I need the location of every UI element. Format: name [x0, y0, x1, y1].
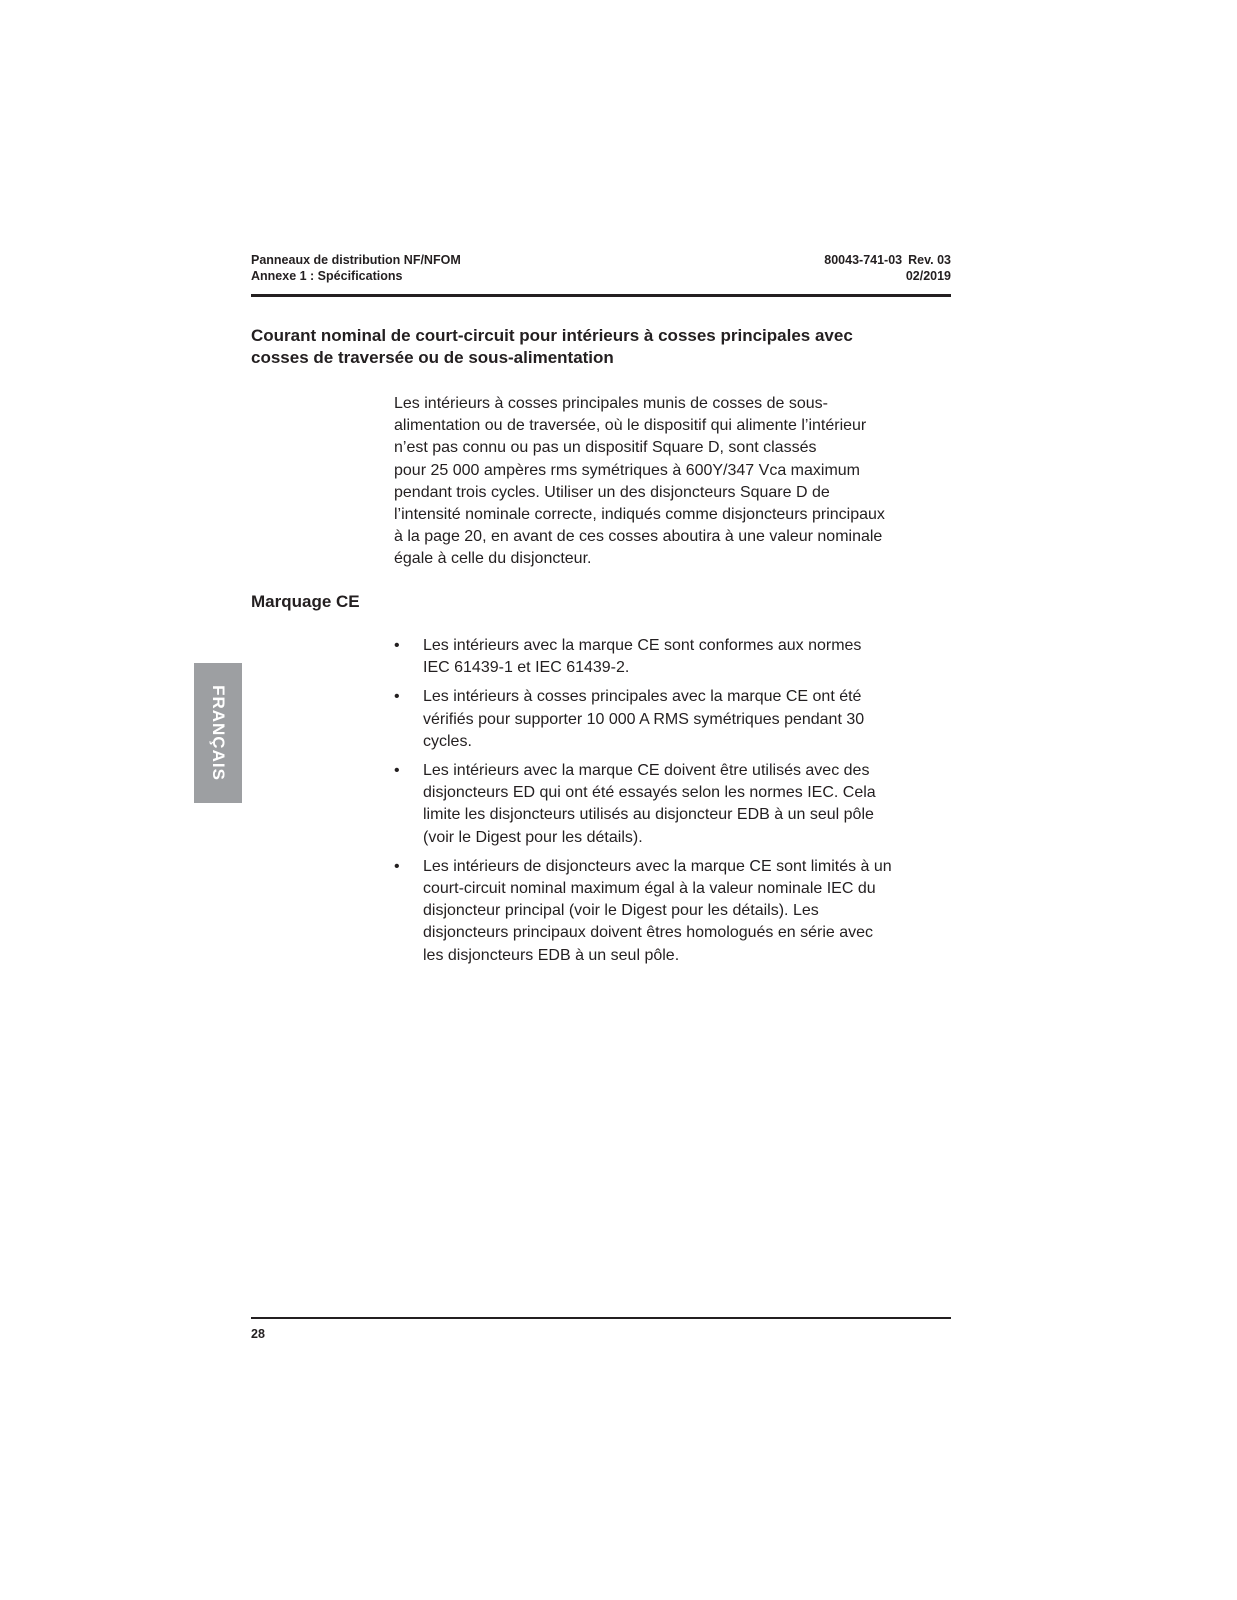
- section-title-line: Courant nominal de court-circuit pour intérieurs à cosses principales avec: [251, 326, 853, 345]
- ce-marking-heading: Marquage CE: [251, 592, 360, 611]
- footer-divider: [251, 1317, 951, 1319]
- intro-paragraph: [394, 393, 954, 571]
- list-item-line: disjoncteurs ED qui ont été essayés selon les normes IEC. Cela: [423, 784, 876, 802]
- bullet-icon: •: [394, 688, 400, 706]
- list-item-line: disjoncteur principal (voir le Digest pour les détails). Les: [423, 902, 819, 920]
- language-tab: [194, 663, 242, 803]
- list-item-line: Les intérieurs avec la marque CE doivent être utilisés avec des: [423, 762, 870, 780]
- header-date: 02/2019: [905, 269, 951, 283]
- list-item: [394, 686, 954, 753]
- section-title: [251, 325, 951, 369]
- page-header: [251, 252, 951, 297]
- ce-marking-list: [394, 635, 954, 974]
- header-doc-number-line: [824, 252, 951, 268]
- paragraph-line: n’est pas connu ou pas un dispositif Square D, sont classés: [394, 439, 817, 457]
- list-item-line: vérifiés pour supporter 10 000 A RMS symétriques pendant 30: [423, 710, 865, 728]
- list-item-line: les disjoncteurs EDB à un seul pôle.: [423, 946, 680, 964]
- paragraph-line: Les intérieurs à cosses principales munis de cosses de sous-: [394, 395, 828, 412]
- header-section-title: Annexe 1 : Spécifications: [251, 269, 403, 283]
- list-item-line: court-circuit nominal maximum égal à la valeur nominale IEC du: [423, 880, 876, 898]
- section-title-line: cosses de traversée ou de sous-alimentation: [251, 348, 614, 367]
- list-item-line: cycles.: [423, 732, 472, 750]
- header-revision: Rev. 03: [908, 253, 951, 267]
- header-document-title: Panneaux de distribution NF/NFOM: [251, 253, 461, 267]
- bullet-icon: •: [394, 762, 400, 780]
- list-item-line: Les intérieurs à cosses principales avec la marque CE ont été: [423, 688, 862, 706]
- header-titles: [251, 252, 461, 284]
- bullet-icon: •: [394, 857, 400, 875]
- list-item-line: Les intérieurs avec la marque CE sont conformes aux normes: [423, 637, 862, 654]
- list-item: [394, 635, 954, 679]
- language-tab-label: FRANÇAIS: [209, 685, 228, 781]
- list-item-line: limite les disjoncteurs utilisés au disjoncteur EDB à un seul pôle: [423, 806, 874, 824]
- list-item-line: Les intérieurs de disjoncteurs avec la marque CE sont limités à un: [423, 857, 892, 875]
- list-item-line: (voir le Digest pour les détails).: [423, 828, 643, 846]
- list-item-line: disjoncteurs principaux doivent êtres homologués en série avec: [423, 924, 874, 942]
- paragraph-line: pour 25 000 ampères rms symétriques à 600Y/347 Vca maximum: [394, 461, 860, 479]
- list-item: [394, 760, 954, 849]
- list-item: [394, 856, 954, 967]
- list-item-line: IEC 61439-1 et IEC 61439-2.: [423, 659, 630, 677]
- page-number: 28: [251, 1327, 265, 1341]
- paragraph-line: alimentation ou de traversée, où le dispositif qui alimente l’intérieur: [394, 417, 867, 435]
- paragraph-line: égale à celle du disjoncteur.: [394, 550, 592, 568]
- header-doc-info: [824, 252, 951, 284]
- header-doc-number: 80043-741-03: [824, 253, 903, 267]
- paragraph-line: à la page 20, en avant de ces cosses aboutira à une valeur nominale: [394, 528, 883, 546]
- paragraph-line: l’intensité nominale correcte, indiqués comme disjoncteurs principaux: [394, 506, 885, 524]
- bullet-icon: •: [394, 637, 400, 654]
- paragraph-line: pendant trois cycles. Utiliser un des disjoncteurs Square D de: [394, 483, 830, 501]
